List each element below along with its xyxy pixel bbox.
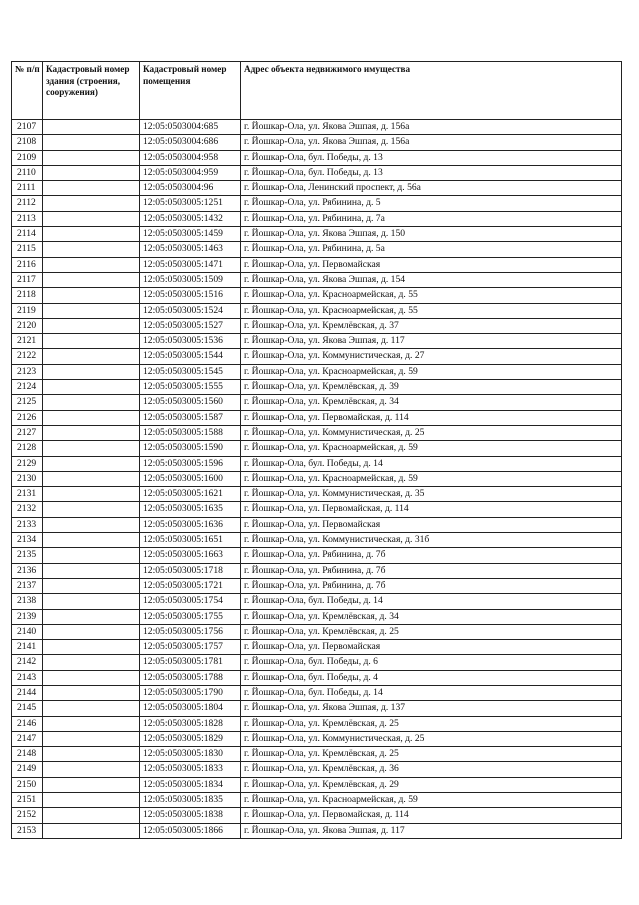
cell-room-cadastral: 12:05:0503005:1756 [140, 624, 241, 639]
table-row [12, 303, 622, 318]
cell-number: 2117 [12, 272, 43, 287]
cell-room-cadastral: 12:05:0503005:1835 [140, 793, 241, 808]
cell-number: 2126 [12, 410, 43, 425]
cell-room-cadastral: 12:05:0503005:1635 [140, 502, 241, 517]
header-room-cadastral: Кадастровый номер помещения [140, 62, 241, 120]
cell-building-cadastral [43, 533, 140, 548]
cell-room-cadastral: 12:05:0503005:1663 [140, 548, 241, 563]
cell-room-cadastral: 12:05:0503004:958 [140, 150, 241, 165]
cell-building-cadastral [43, 808, 140, 823]
cell-building-cadastral [43, 425, 140, 440]
cell-room-cadastral: 12:05:0503004:686 [140, 135, 241, 150]
header-building-cadastral: Кадастровый номер здания (строения, сооружения) [43, 62, 140, 120]
cell-number: 2110 [12, 165, 43, 180]
cell-address: г. Йошкар-Ола, ул. Коммунистическая, д. 35 [241, 487, 622, 502]
cell-building-cadastral [43, 701, 140, 716]
cell-address: г. Йошкар-Ола, ул. Кремлёвская, д. 25 [241, 747, 622, 762]
cell-address: г. Йошкар-Ола, ул. Якова Эшпая, д. 137 [241, 701, 622, 716]
table-row [12, 257, 622, 272]
cell-building-cadastral [43, 441, 140, 456]
cell-building-cadastral [43, 823, 140, 838]
cell-room-cadastral: 12:05:0503005:1545 [140, 364, 241, 379]
cell-room-cadastral: 12:05:0503005:1829 [140, 731, 241, 746]
cell-number: 2113 [12, 211, 43, 226]
cell-room-cadastral: 12:05:0503005:1834 [140, 777, 241, 792]
table-row [12, 364, 622, 379]
cell-number: 2152 [12, 808, 43, 823]
cell-building-cadastral [43, 272, 140, 287]
cell-address: г. Йошкар-Ола, ул. Коммунистическая, д. 25 [241, 425, 622, 440]
cell-building-cadastral [43, 456, 140, 471]
cell-room-cadastral: 12:05:0503005:1755 [140, 609, 241, 624]
table-row [12, 334, 622, 349]
table-row [12, 288, 622, 303]
cell-address: г. Йошкар-Ола, ул. Якова Эшпая, д. 154 [241, 272, 622, 287]
cell-number: 2145 [12, 701, 43, 716]
cell-number: 2138 [12, 594, 43, 609]
cell-number: 2124 [12, 380, 43, 395]
cell-number: 2136 [12, 563, 43, 578]
cell-building-cadastral [43, 165, 140, 180]
cell-room-cadastral: 12:05:0503005:1516 [140, 288, 241, 303]
table-row [12, 120, 622, 135]
cell-number: 2120 [12, 318, 43, 333]
table-row [12, 640, 622, 655]
cell-room-cadastral: 12:05:0503005:1790 [140, 685, 241, 700]
cell-address: г. Йошкар-Ола, ул. Якова Эшпая, д. 117 [241, 823, 622, 838]
cell-room-cadastral: 12:05:0503005:1788 [140, 670, 241, 685]
cell-room-cadastral: 12:05:0503004:959 [140, 165, 241, 180]
table-row [12, 349, 622, 364]
table-row [12, 471, 622, 486]
cell-room-cadastral: 12:05:0503005:1536 [140, 334, 241, 349]
cell-building-cadastral [43, 334, 140, 349]
table-row [12, 380, 622, 395]
cell-address: г. Йошкар-Ола, ул. Первомайская, д. 114 [241, 808, 622, 823]
cell-building-cadastral [43, 640, 140, 655]
cell-number: 2118 [12, 288, 43, 303]
cell-room-cadastral: 12:05:0503005:1527 [140, 318, 241, 333]
cell-number: 2134 [12, 533, 43, 548]
table-row [12, 563, 622, 578]
table-row [12, 670, 622, 685]
cell-building-cadastral [43, 181, 140, 196]
table-row [12, 533, 622, 548]
table-row [12, 823, 622, 838]
cell-address: г. Йошкар-Ола, ул. Красноармейская, д. 59 [241, 471, 622, 486]
cell-room-cadastral: 12:05:0503005:1781 [140, 655, 241, 670]
table-row [12, 624, 622, 639]
table-row [12, 441, 622, 456]
cell-address: г. Йошкар-Ола, ул. Кремлёвская, д. 36 [241, 762, 622, 777]
cell-building-cadastral [43, 471, 140, 486]
cell-building-cadastral [43, 196, 140, 211]
cell-address: г. Йошкар-Ола, ул. Первомайская, д. 114 [241, 502, 622, 517]
cell-number: 2130 [12, 471, 43, 486]
cell-address: г. Йошкар-Ола, ул. Якова Эшпая, д. 150 [241, 227, 622, 242]
cell-room-cadastral: 12:05:0503005:1621 [140, 487, 241, 502]
table-row [12, 425, 622, 440]
cell-room-cadastral: 12:05:0503005:1463 [140, 242, 241, 257]
cell-address: г. Йошкар-Ола, ул. Рябинина, д. 5 [241, 196, 622, 211]
cell-number: 2109 [12, 150, 43, 165]
table-row [12, 211, 622, 226]
cell-number: 2129 [12, 456, 43, 471]
header-address: Адрес объекта недвижимого имущества [241, 62, 622, 120]
table-row [12, 777, 622, 792]
cell-building-cadastral [43, 135, 140, 150]
cell-number: 2135 [12, 548, 43, 563]
cell-address: г. Йошкар-Ола, ул. Красноармейская, д. 59 [241, 441, 622, 456]
table-row [12, 517, 622, 532]
table-row [12, 731, 622, 746]
cell-building-cadastral [43, 670, 140, 685]
cell-address: г. Йошкар-Ола, ул. Коммунистическая, д. 31б [241, 533, 622, 548]
cell-building-cadastral [43, 364, 140, 379]
table-row [12, 318, 622, 333]
cell-room-cadastral: 12:05:0503004:96 [140, 181, 241, 196]
table-row [12, 701, 622, 716]
cell-number: 2107 [12, 120, 43, 135]
table-row [12, 165, 622, 180]
cell-address: г. Йошкар-Ола, ул. Кремлёвская, д. 29 [241, 777, 622, 792]
table-row [12, 609, 622, 624]
cell-building-cadastral [43, 548, 140, 563]
cell-number: 2142 [12, 655, 43, 670]
cell-building-cadastral [43, 318, 140, 333]
cell-room-cadastral: 12:05:0503005:1721 [140, 578, 241, 593]
cell-number: 2127 [12, 425, 43, 440]
cell-building-cadastral [43, 624, 140, 639]
cell-number: 2112 [12, 196, 43, 211]
cell-number: 2131 [12, 487, 43, 502]
cell-room-cadastral: 12:05:0503005:1830 [140, 747, 241, 762]
cell-number: 2144 [12, 685, 43, 700]
table-row [12, 685, 622, 700]
cell-number: 2141 [12, 640, 43, 655]
table-row [12, 747, 622, 762]
cell-room-cadastral: 12:05:0503005:1459 [140, 227, 241, 242]
cell-building-cadastral [43, 655, 140, 670]
cell-number: 2148 [12, 747, 43, 762]
cell-address: г. Йошкар-Ола, ул. Кремлёвская, д. 25 [241, 716, 622, 731]
cell-address: г. Йошкар-Ола, ул. Кремлёвская, д. 34 [241, 609, 622, 624]
cell-building-cadastral [43, 685, 140, 700]
table-body [12, 120, 622, 839]
cell-address: г. Йошкар-Ола, ул. Якова Эшпая, д. 156а [241, 120, 622, 135]
cell-room-cadastral: 12:05:0503005:1866 [140, 823, 241, 838]
cell-number: 2122 [12, 349, 43, 364]
cell-address: г. Йошкар-Ола, ул. Коммунистическая, д. 25 [241, 731, 622, 746]
cell-address: г. Йошкар-Ола, ул. Первомайская, д. 114 [241, 410, 622, 425]
cell-room-cadastral: 12:05:0503005:1833 [140, 762, 241, 777]
cell-room-cadastral: 12:05:0503005:1544 [140, 349, 241, 364]
cell-room-cadastral: 12:05:0503005:1718 [140, 563, 241, 578]
cell-address: г. Йошкар-Ола, ул. Якова Эшпая, д. 156а [241, 135, 622, 150]
cell-room-cadastral: 12:05:0503005:1651 [140, 533, 241, 548]
cell-building-cadastral [43, 563, 140, 578]
table-row [12, 808, 622, 823]
cell-building-cadastral [43, 502, 140, 517]
cell-building-cadastral [43, 150, 140, 165]
cell-address: г. Йошкар-Ола, бул. Победы, д. 14 [241, 594, 622, 609]
cell-address: г. Йошкар-Ола, ул. Рябинина, д. 7б [241, 548, 622, 563]
table-row [12, 716, 622, 731]
cell-number: 2111 [12, 181, 43, 196]
cell-number: 2147 [12, 731, 43, 746]
cell-room-cadastral: 12:05:0503005:1588 [140, 425, 241, 440]
cell-number: 2125 [12, 395, 43, 410]
cell-number: 2132 [12, 502, 43, 517]
cell-number: 2139 [12, 609, 43, 624]
cell-room-cadastral: 12:05:0503005:1560 [140, 395, 241, 410]
cell-number: 2119 [12, 303, 43, 318]
table-row [12, 502, 622, 517]
cell-building-cadastral [43, 793, 140, 808]
table-row [12, 655, 622, 670]
cell-building-cadastral [43, 380, 140, 395]
cell-number: 2116 [12, 257, 43, 272]
cell-room-cadastral: 12:05:0503005:1432 [140, 211, 241, 226]
cell-number: 2121 [12, 334, 43, 349]
table-row [12, 272, 622, 287]
table-row [12, 150, 622, 165]
cell-address: г. Йошкар-Ола, Ленинский проспект, д. 56а [241, 181, 622, 196]
cell-address: г. Йошкар-Ола, ул. Коммунистическая, д. 27 [241, 349, 622, 364]
cell-building-cadastral [43, 288, 140, 303]
cell-building-cadastral [43, 716, 140, 731]
cell-building-cadastral [43, 487, 140, 502]
cell-number: 2114 [12, 227, 43, 242]
cell-address: г. Йошкар-Ола, ул. Якова Эшпая, д. 117 [241, 334, 622, 349]
cell-address: г. Йошкар-Ола, ул. Первомайская [241, 640, 622, 655]
cell-address: г. Йошкар-Ола, ул. Кремлёвская, д. 34 [241, 395, 622, 410]
cell-room-cadastral: 12:05:0503005:1636 [140, 517, 241, 532]
cell-building-cadastral [43, 211, 140, 226]
cell-building-cadastral [43, 410, 140, 425]
cell-address: г. Йошкар-Ола, ул. Рябинина, д. 7а [241, 211, 622, 226]
cell-address: г. Йошкар-Ола, ул. Первомайская [241, 517, 622, 532]
table-row [12, 181, 622, 196]
cell-number: 2137 [12, 578, 43, 593]
cell-building-cadastral [43, 242, 140, 257]
cell-building-cadastral [43, 747, 140, 762]
cell-address: г. Йошкар-Ола, бул. Победы, д. 6 [241, 655, 622, 670]
cell-number: 2128 [12, 441, 43, 456]
cell-room-cadastral: 12:05:0503005:1757 [140, 640, 241, 655]
cell-number: 2146 [12, 716, 43, 731]
cell-building-cadastral [43, 578, 140, 593]
cell-address: г. Йошкар-Ола, бул. Победы, д. 4 [241, 670, 622, 685]
cell-number: 2143 [12, 670, 43, 685]
cell-room-cadastral: 12:05:0503005:1828 [140, 716, 241, 731]
cell-address: г. Йошкар-Ола, ул. Кремлёвская, д. 37 [241, 318, 622, 333]
cell-room-cadastral: 12:05:0503005:1587 [140, 410, 241, 425]
cell-room-cadastral: 12:05:0503005:1838 [140, 808, 241, 823]
cell-building-cadastral [43, 395, 140, 410]
table-row [12, 548, 622, 563]
cell-address: г. Йошкар-Ола, ул. Кремлёвская, д. 25 [241, 624, 622, 639]
cell-room-cadastral: 12:05:0503005:1471 [140, 257, 241, 272]
cell-number: 2151 [12, 793, 43, 808]
cell-address: г. Йошкар-Ола, ул. Красноармейская, д. 55 [241, 303, 622, 318]
cell-address: г. Йошкар-Ола, ул. Красноармейская, д. 55 [241, 288, 622, 303]
cell-number: 2153 [12, 823, 43, 838]
cell-address: г. Йошкар-Ола, бул. Победы, д. 13 [241, 165, 622, 180]
cell-building-cadastral [43, 303, 140, 318]
table-row [12, 242, 622, 257]
table-row [12, 227, 622, 242]
cell-building-cadastral [43, 594, 140, 609]
table-header [12, 62, 622, 120]
cell-address: г. Йошкар-Ола, ул. Рябинина, д. 5а [241, 242, 622, 257]
cell-room-cadastral: 12:05:0503005:1754 [140, 594, 241, 609]
cell-room-cadastral: 12:05:0503005:1524 [140, 303, 241, 318]
cell-building-cadastral [43, 517, 140, 532]
cell-address: г. Йошкар-Ола, ул. Первомайская [241, 257, 622, 272]
cell-address: г. Йошкар-Ола, бул. Победы, д. 13 [241, 150, 622, 165]
property-table [11, 61, 622, 839]
cell-building-cadastral [43, 349, 140, 364]
cell-address: г. Йошкар-Ола, бул. Победы, д. 14 [241, 456, 622, 471]
cell-room-cadastral: 12:05:0503005:1596 [140, 456, 241, 471]
table-row [12, 487, 622, 502]
table-row [12, 594, 622, 609]
cell-address: г. Йошкар-Ола, ул. Рябинина, д. 7б [241, 578, 622, 593]
cell-building-cadastral [43, 120, 140, 135]
cell-building-cadastral [43, 227, 140, 242]
table-row [12, 762, 622, 777]
cell-building-cadastral [43, 257, 140, 272]
cell-address: г. Йошкар-Ола, ул. Кремлёвская, д. 39 [241, 380, 622, 395]
cell-number: 2133 [12, 517, 43, 532]
cell-room-cadastral: 12:05:0503005:1804 [140, 701, 241, 716]
cell-address: г. Йошкар-Ола, ул. Рябинина, д. 7б [241, 563, 622, 578]
cell-room-cadastral: 12:05:0503005:1555 [140, 380, 241, 395]
table-row [12, 395, 622, 410]
table-row [12, 135, 622, 150]
cell-address: г. Йошкар-Ола, ул. Красноармейская, д. 59 [241, 793, 622, 808]
cell-number: 2150 [12, 777, 43, 792]
cell-room-cadastral: 12:05:0503004:685 [140, 120, 241, 135]
table-row [12, 410, 622, 425]
cell-number: 2108 [12, 135, 43, 150]
cell-room-cadastral: 12:05:0503005:1600 [140, 471, 241, 486]
cell-room-cadastral: 12:05:0503005:1590 [140, 441, 241, 456]
cell-building-cadastral [43, 762, 140, 777]
table-row [12, 196, 622, 211]
header-number: № п/п [12, 62, 43, 120]
cell-building-cadastral [43, 731, 140, 746]
table-row [12, 578, 622, 593]
cell-number: 2140 [12, 624, 43, 639]
table-row [12, 456, 622, 471]
cell-address: г. Йошкар-Ола, бул. Победы, д. 14 [241, 685, 622, 700]
cell-address: г. Йошкар-Ола, ул. Красноармейская, д. 59 [241, 364, 622, 379]
cell-room-cadastral: 12:05:0503005:1509 [140, 272, 241, 287]
cell-room-cadastral: 12:05:0503005:1251 [140, 196, 241, 211]
header-row [12, 62, 622, 120]
cell-number: 2115 [12, 242, 43, 257]
cell-number: 2123 [12, 364, 43, 379]
cell-building-cadastral [43, 777, 140, 792]
table-row [12, 793, 622, 808]
cell-building-cadastral [43, 609, 140, 624]
cell-number: 2149 [12, 762, 43, 777]
